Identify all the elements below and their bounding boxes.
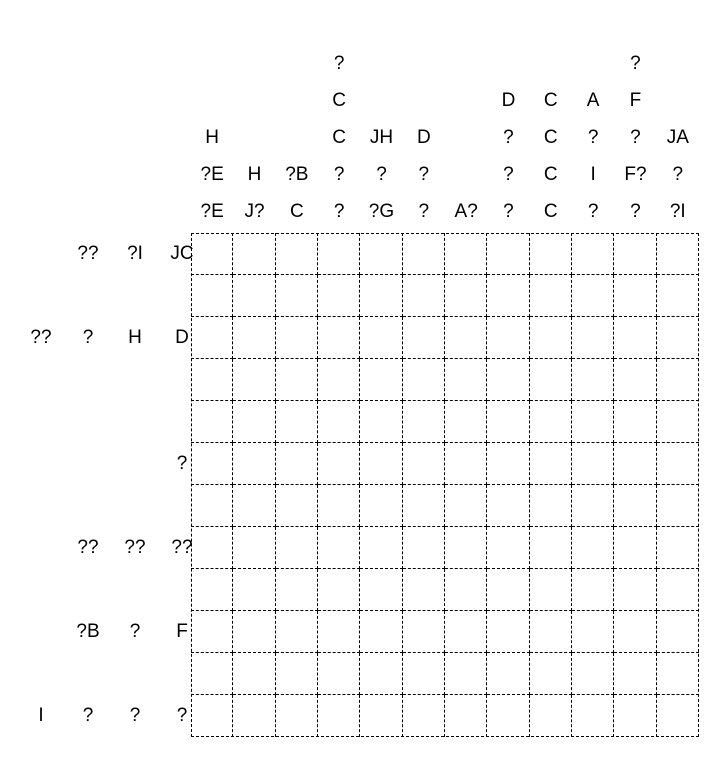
column-clue: I	[590, 164, 596, 185]
grid-cell[interactable]	[318, 401, 360, 443]
grid-cell[interactable]	[487, 317, 529, 359]
grid-cell[interactable]	[276, 485, 318, 527]
grid-cell[interactable]	[318, 569, 360, 611]
grid-cell[interactable]	[276, 233, 318, 275]
grid-cell[interactable]	[318, 611, 360, 653]
grid-cell[interactable]	[403, 401, 445, 443]
grid-cell[interactable]	[233, 569, 275, 611]
grid-cell[interactable]	[318, 485, 360, 527]
grid-cell[interactable]	[614, 527, 656, 569]
grid-cell[interactable]	[445, 233, 487, 275]
grid-cell[interactable]	[530, 233, 572, 275]
grid-cell[interactable]	[572, 485, 614, 527]
column-clue: J?	[244, 201, 265, 222]
grid-cell[interactable]	[530, 275, 572, 317]
column-clue: C	[332, 90, 346, 111]
row-clue: ??	[30, 327, 52, 348]
grid-cell[interactable]	[360, 527, 402, 569]
grid-cell[interactable]	[572, 401, 614, 443]
column-clue: JA	[666, 127, 689, 148]
grid-cell[interactable]	[318, 653, 360, 695]
column-clue: C	[543, 201, 558, 222]
grid-cell[interactable]	[360, 485, 402, 527]
grid-cell[interactable]	[572, 695, 614, 737]
column-clue: ?G	[368, 201, 395, 222]
grid-cell[interactable]	[360, 275, 402, 317]
grid-cell[interactable]	[614, 233, 656, 275]
column-clue: D	[501, 90, 516, 111]
row-clue: ?B	[76, 621, 100, 642]
grid-cell[interactable]	[657, 485, 699, 527]
grid-cell[interactable]	[657, 233, 699, 275]
column-clue: ?	[503, 127, 514, 148]
column-clue: ?	[333, 201, 345, 222]
grid-cell[interactable]	[530, 443, 572, 485]
grid-cell[interactable]	[276, 401, 318, 443]
grid-cell[interactable]	[530, 653, 572, 695]
grid-cell[interactable]	[233, 443, 275, 485]
grid-cell[interactable]	[403, 653, 445, 695]
grid-cell[interactable]	[318, 443, 360, 485]
grid-cell[interactable]	[657, 527, 699, 569]
grid-cell[interactable]	[276, 653, 318, 695]
grid-cell[interactable]	[614, 443, 656, 485]
grid-cell[interactable]	[572, 653, 614, 695]
grid-cell[interactable]	[530, 527, 572, 569]
column-clue: ?	[630, 127, 641, 148]
grid-cell[interactable]	[530, 485, 572, 527]
grid-cell[interactable]	[445, 485, 487, 527]
grid-cell[interactable]	[233, 359, 275, 401]
grid-cell[interactable]	[445, 275, 487, 317]
grid-cell[interactable]	[614, 611, 656, 653]
grid-cell[interactable]	[403, 527, 445, 569]
grid-cell[interactable]	[487, 527, 529, 569]
grid-cell[interactable]	[487, 401, 529, 443]
grid-cell[interactable]	[360, 569, 402, 611]
column-clue: ?E	[200, 164, 224, 185]
grid-cell[interactable]	[276, 275, 318, 317]
grid-cell[interactable]	[191, 527, 233, 569]
grid-cell[interactable]	[487, 275, 529, 317]
grid-cell[interactable]	[318, 695, 360, 737]
grid-cell[interactable]	[445, 359, 487, 401]
column-clue: ?B	[285, 164, 309, 185]
grid-cell[interactable]	[614, 401, 656, 443]
grid-cell[interactable]	[318, 233, 360, 275]
grid-cell[interactable]	[487, 233, 529, 275]
column-clue: F	[629, 90, 642, 111]
grid-cell[interactable]	[233, 233, 275, 275]
row-clue: I	[38, 705, 44, 726]
grid-cell[interactable]	[657, 401, 699, 443]
puzzle-grid	[191, 233, 699, 737]
grid-cell[interactable]	[572, 233, 614, 275]
grid-cell[interactable]	[276, 569, 318, 611]
grid-cell[interactable]	[657, 359, 699, 401]
grid-cell[interactable]	[191, 485, 233, 527]
grid-cell[interactable]	[657, 611, 699, 653]
column-clue: ?	[630, 53, 641, 74]
grid-cell[interactable]	[276, 359, 318, 401]
grid-cell[interactable]	[360, 359, 402, 401]
row-clue: ??	[77, 537, 99, 558]
column-clue: C	[543, 127, 558, 148]
grid-cell[interactable]	[530, 569, 572, 611]
grid-cell[interactable]	[360, 401, 402, 443]
grid-cell[interactable]	[191, 317, 233, 359]
grid-cell[interactable]	[657, 569, 699, 611]
column-clue: F?	[624, 164, 647, 185]
grid-cell[interactable]	[360, 233, 402, 275]
grid-cell[interactable]	[572, 443, 614, 485]
row-clue: F	[176, 621, 188, 642]
grid-cell[interactable]	[360, 443, 402, 485]
grid-cell[interactable]	[276, 527, 318, 569]
row-clue: D	[175, 327, 189, 348]
column-clue: ?	[418, 164, 430, 185]
row-clue: JC	[170, 243, 194, 264]
column-clue: ?	[333, 53, 345, 74]
grid-cell[interactable]	[614, 485, 656, 527]
grid-cell[interactable]	[403, 317, 445, 359]
column-clue: A	[586, 90, 600, 111]
grid-cell[interactable]	[614, 653, 656, 695]
grid-cell[interactable]	[445, 611, 487, 653]
column-clue: JH	[369, 127, 394, 148]
grid-cell[interactable]	[487, 611, 529, 653]
grid-cell[interactable]	[233, 653, 275, 695]
column-clue: ?	[418, 201, 430, 222]
grid-cell[interactable]	[530, 695, 572, 737]
grid-cell[interactable]	[572, 611, 614, 653]
grid-cell[interactable]	[191, 401, 233, 443]
grid-cell[interactable]	[191, 275, 233, 317]
grid-cell[interactable]	[445, 653, 487, 695]
grid-cell[interactable]	[403, 695, 445, 737]
grid-cell[interactable]	[487, 485, 529, 527]
grid-cell[interactable]	[233, 317, 275, 359]
grid-cell[interactable]	[572, 569, 614, 611]
grid-cell[interactable]	[403, 485, 445, 527]
row-clue: ?	[82, 327, 94, 348]
grid-cell[interactable]	[233, 611, 275, 653]
grid-cell[interactable]	[233, 485, 275, 527]
column-clue: H	[205, 127, 220, 148]
grid-cell[interactable]	[403, 275, 445, 317]
grid-cell[interactable]	[276, 611, 318, 653]
grid-cell[interactable]	[233, 275, 275, 317]
grid-cell[interactable]	[487, 443, 529, 485]
grid-cell[interactable]	[191, 443, 233, 485]
grid-cell[interactable]	[318, 527, 360, 569]
grid-cell[interactable]	[276, 443, 318, 485]
column-clue: ?	[376, 164, 387, 185]
grid-cell[interactable]	[403, 611, 445, 653]
row-clue: H	[128, 327, 142, 348]
row-clue: ?	[129, 621, 141, 642]
grid-cell[interactable]	[445, 443, 487, 485]
grid-cell[interactable]	[572, 359, 614, 401]
row-clue: ?	[176, 705, 188, 726]
grid-cell[interactable]	[191, 653, 233, 695]
column-clue: ?	[333, 164, 345, 185]
grid-cell[interactable]	[530, 611, 572, 653]
column-clue: ?	[587, 127, 599, 148]
grid-cell[interactable]	[445, 317, 487, 359]
row-clue: ??	[171, 537, 193, 558]
grid-cell[interactable]	[318, 317, 360, 359]
grid-cell[interactable]	[487, 569, 529, 611]
column-clue: ?I	[669, 201, 686, 222]
grid-cell[interactable]	[572, 275, 614, 317]
row-clue: ?	[176, 453, 188, 474]
grid-cell[interactable]	[318, 275, 360, 317]
grid-cell[interactable]	[360, 611, 402, 653]
column-clue: H	[247, 164, 262, 185]
grid-cell[interactable]	[445, 695, 487, 737]
grid-cell[interactable]	[233, 527, 275, 569]
grid-cell[interactable]	[233, 401, 275, 443]
column-clue: D	[416, 127, 431, 148]
column-clue: ?	[503, 201, 514, 222]
row-clue: ?I	[127, 243, 143, 264]
grid-cell[interactable]	[530, 359, 572, 401]
grid-cell[interactable]	[318, 359, 360, 401]
grid-cell[interactable]	[276, 317, 318, 359]
grid-cell[interactable]	[614, 695, 656, 737]
grid-cell[interactable]	[614, 317, 656, 359]
column-clue: C	[289, 201, 304, 222]
row-clue: ??	[124, 537, 146, 558]
column-clue: ?	[503, 164, 514, 185]
grid-cell[interactable]	[572, 317, 614, 359]
grid-cell[interactable]	[530, 401, 572, 443]
column-clue: ?	[630, 201, 641, 222]
row-clue: ??	[77, 243, 99, 264]
row-clue: ?	[82, 705, 94, 726]
grid-cell[interactable]	[403, 569, 445, 611]
grid-cell[interactable]	[614, 569, 656, 611]
grid-cell[interactable]	[191, 569, 233, 611]
grid-cell[interactable]	[191, 695, 233, 737]
grid-cell[interactable]	[657, 653, 699, 695]
grid-cell[interactable]	[614, 359, 656, 401]
grid-cell[interactable]	[445, 569, 487, 611]
column-clue: ?	[587, 201, 599, 222]
grid-cell[interactable]	[657, 317, 699, 359]
grid-cell[interactable]	[191, 233, 233, 275]
grid-cell[interactable]	[360, 653, 402, 695]
grid-cell[interactable]	[657, 275, 699, 317]
column-clue: C	[332, 127, 346, 148]
grid-cell[interactable]	[487, 695, 529, 737]
grid-cell[interactable]	[191, 359, 233, 401]
grid-cell[interactable]	[403, 443, 445, 485]
grid-cell[interactable]	[657, 443, 699, 485]
grid-cell[interactable]	[657, 695, 699, 737]
grid-cell[interactable]	[487, 359, 529, 401]
column-clue: ?E	[200, 201, 224, 222]
column-clue: A?	[454, 201, 478, 222]
grid-cell[interactable]	[360, 695, 402, 737]
grid-cell[interactable]	[276, 695, 318, 737]
grid-cell[interactable]	[530, 317, 572, 359]
row-clue: ?	[129, 705, 141, 726]
grid-cell[interactable]	[403, 359, 445, 401]
grid-cell[interactable]	[614, 275, 656, 317]
column-clue: C	[543, 90, 558, 111]
grid-cell[interactable]	[360, 317, 402, 359]
column-clue: C	[543, 164, 558, 185]
grid-cell[interactable]	[445, 527, 487, 569]
grid-cell[interactable]	[487, 653, 529, 695]
grid-cell[interactable]	[191, 611, 233, 653]
grid-cell[interactable]	[403, 233, 445, 275]
column-clue: ?	[672, 164, 684, 185]
grid-cell[interactable]	[233, 695, 275, 737]
grid-cell[interactable]	[445, 401, 487, 443]
grid-cell[interactable]	[572, 527, 614, 569]
